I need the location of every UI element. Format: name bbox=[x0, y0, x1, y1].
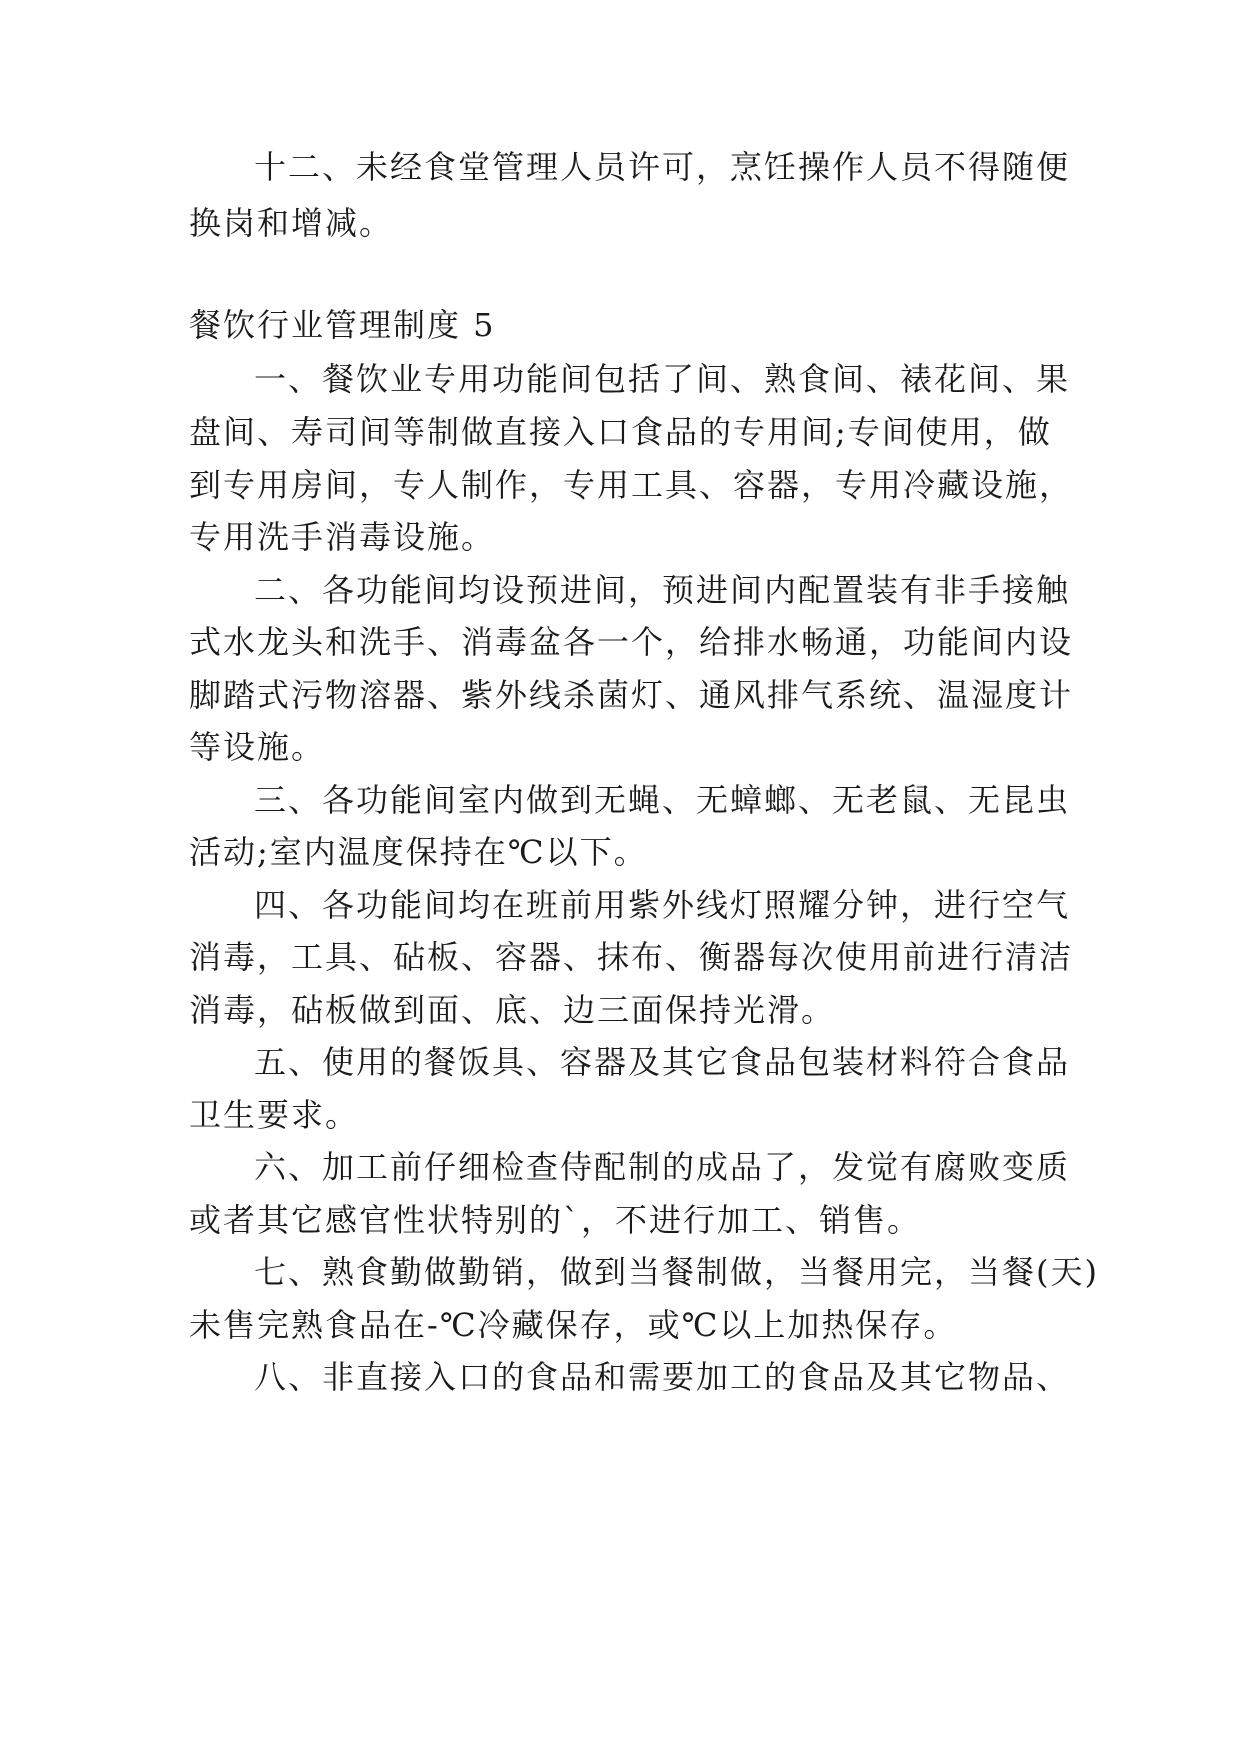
paragraph-3-line-1: 三、各功能间室内做到无蝇、无蟑螂、无老鼠、无昆虫 bbox=[254, 781, 1071, 819]
paragraph-2-line-4: 等设施。 bbox=[189, 728, 326, 766]
paragraph-2-line-1: 二、各功能间均设预进间，预进间内配置装有非手接触 bbox=[254, 571, 1071, 609]
section-heading: 餐饮行业管理制度 5 bbox=[189, 306, 496, 344]
paragraph-7-line-2: 未售完熟食品在-℃冷藏保存，或℃以上加热保存。 bbox=[189, 1306, 958, 1344]
paragraph-1-line-4: 专用洗手消毒设施。 bbox=[189, 518, 496, 556]
paragraph-12-line-2: 换岗和增减。 bbox=[189, 204, 394, 242]
paragraph-2-line-3: 脚踏式污物溶器、紫外线杀菌灯、通风排气系统、温湿度计 bbox=[189, 676, 1074, 714]
paragraph-6-line-2: 或者其它感官性状特别的`，不进行加工、销售。 bbox=[189, 1201, 922, 1239]
paragraph-12-line-1: 十二、未经食堂管理人员许可，烹饪操作人员不得随便 bbox=[254, 148, 1071, 186]
paragraph-2-line-2: 式水龙头和洗手、消毒盆各一个，给排水畅通，功能间内设 bbox=[189, 623, 1074, 661]
paragraph-5-line-1: 五、使用的餐饭具、容器及其它食品包装材料符合食品 bbox=[254, 1043, 1071, 1081]
paragraph-1-line-2: 盘间、寿司间等制做直接入口食品的专用间;专间使用，做 bbox=[189, 413, 1052, 451]
paragraph-6-line-1: 六、加工前仔细检查侍配制的成品了，发觉有腐败变质 bbox=[254, 1148, 1071, 1186]
paragraph-8-line-1: 八、非直接入口的食品和需要加工的食品及其它物品、 bbox=[254, 1358, 1071, 1396]
paragraph-7-line-1: 七、熟食勤做勤销，做到当餐制做，当餐用完，当餐(天) bbox=[254, 1253, 1099, 1291]
paragraph-1-line-3: 到专用房间，专人制作，专用工具、容器，专用冷藏设施， bbox=[189, 466, 1074, 504]
paragraph-5-line-2: 卫生要求。 bbox=[189, 1096, 360, 1134]
paragraph-4-line-3: 消毒，砧板做到面、底、边三面保持光滑。 bbox=[189, 991, 836, 1029]
paragraph-4-line-2: 消毒，工具、砧板、容器、抹布、衡器每次使用前进行清洁 bbox=[189, 938, 1074, 976]
paragraph-4-line-1: 四、各功能间均在班前用紫外线灯照耀分钟，进行空气 bbox=[254, 886, 1071, 924]
paragraph-3-line-2: 活动;室内温度保持在℃以下。 bbox=[189, 833, 648, 871]
paragraph-1-line-1: 一、餐饮业专用功能间包括了间、熟食间、裱花间、果 bbox=[254, 360, 1071, 398]
